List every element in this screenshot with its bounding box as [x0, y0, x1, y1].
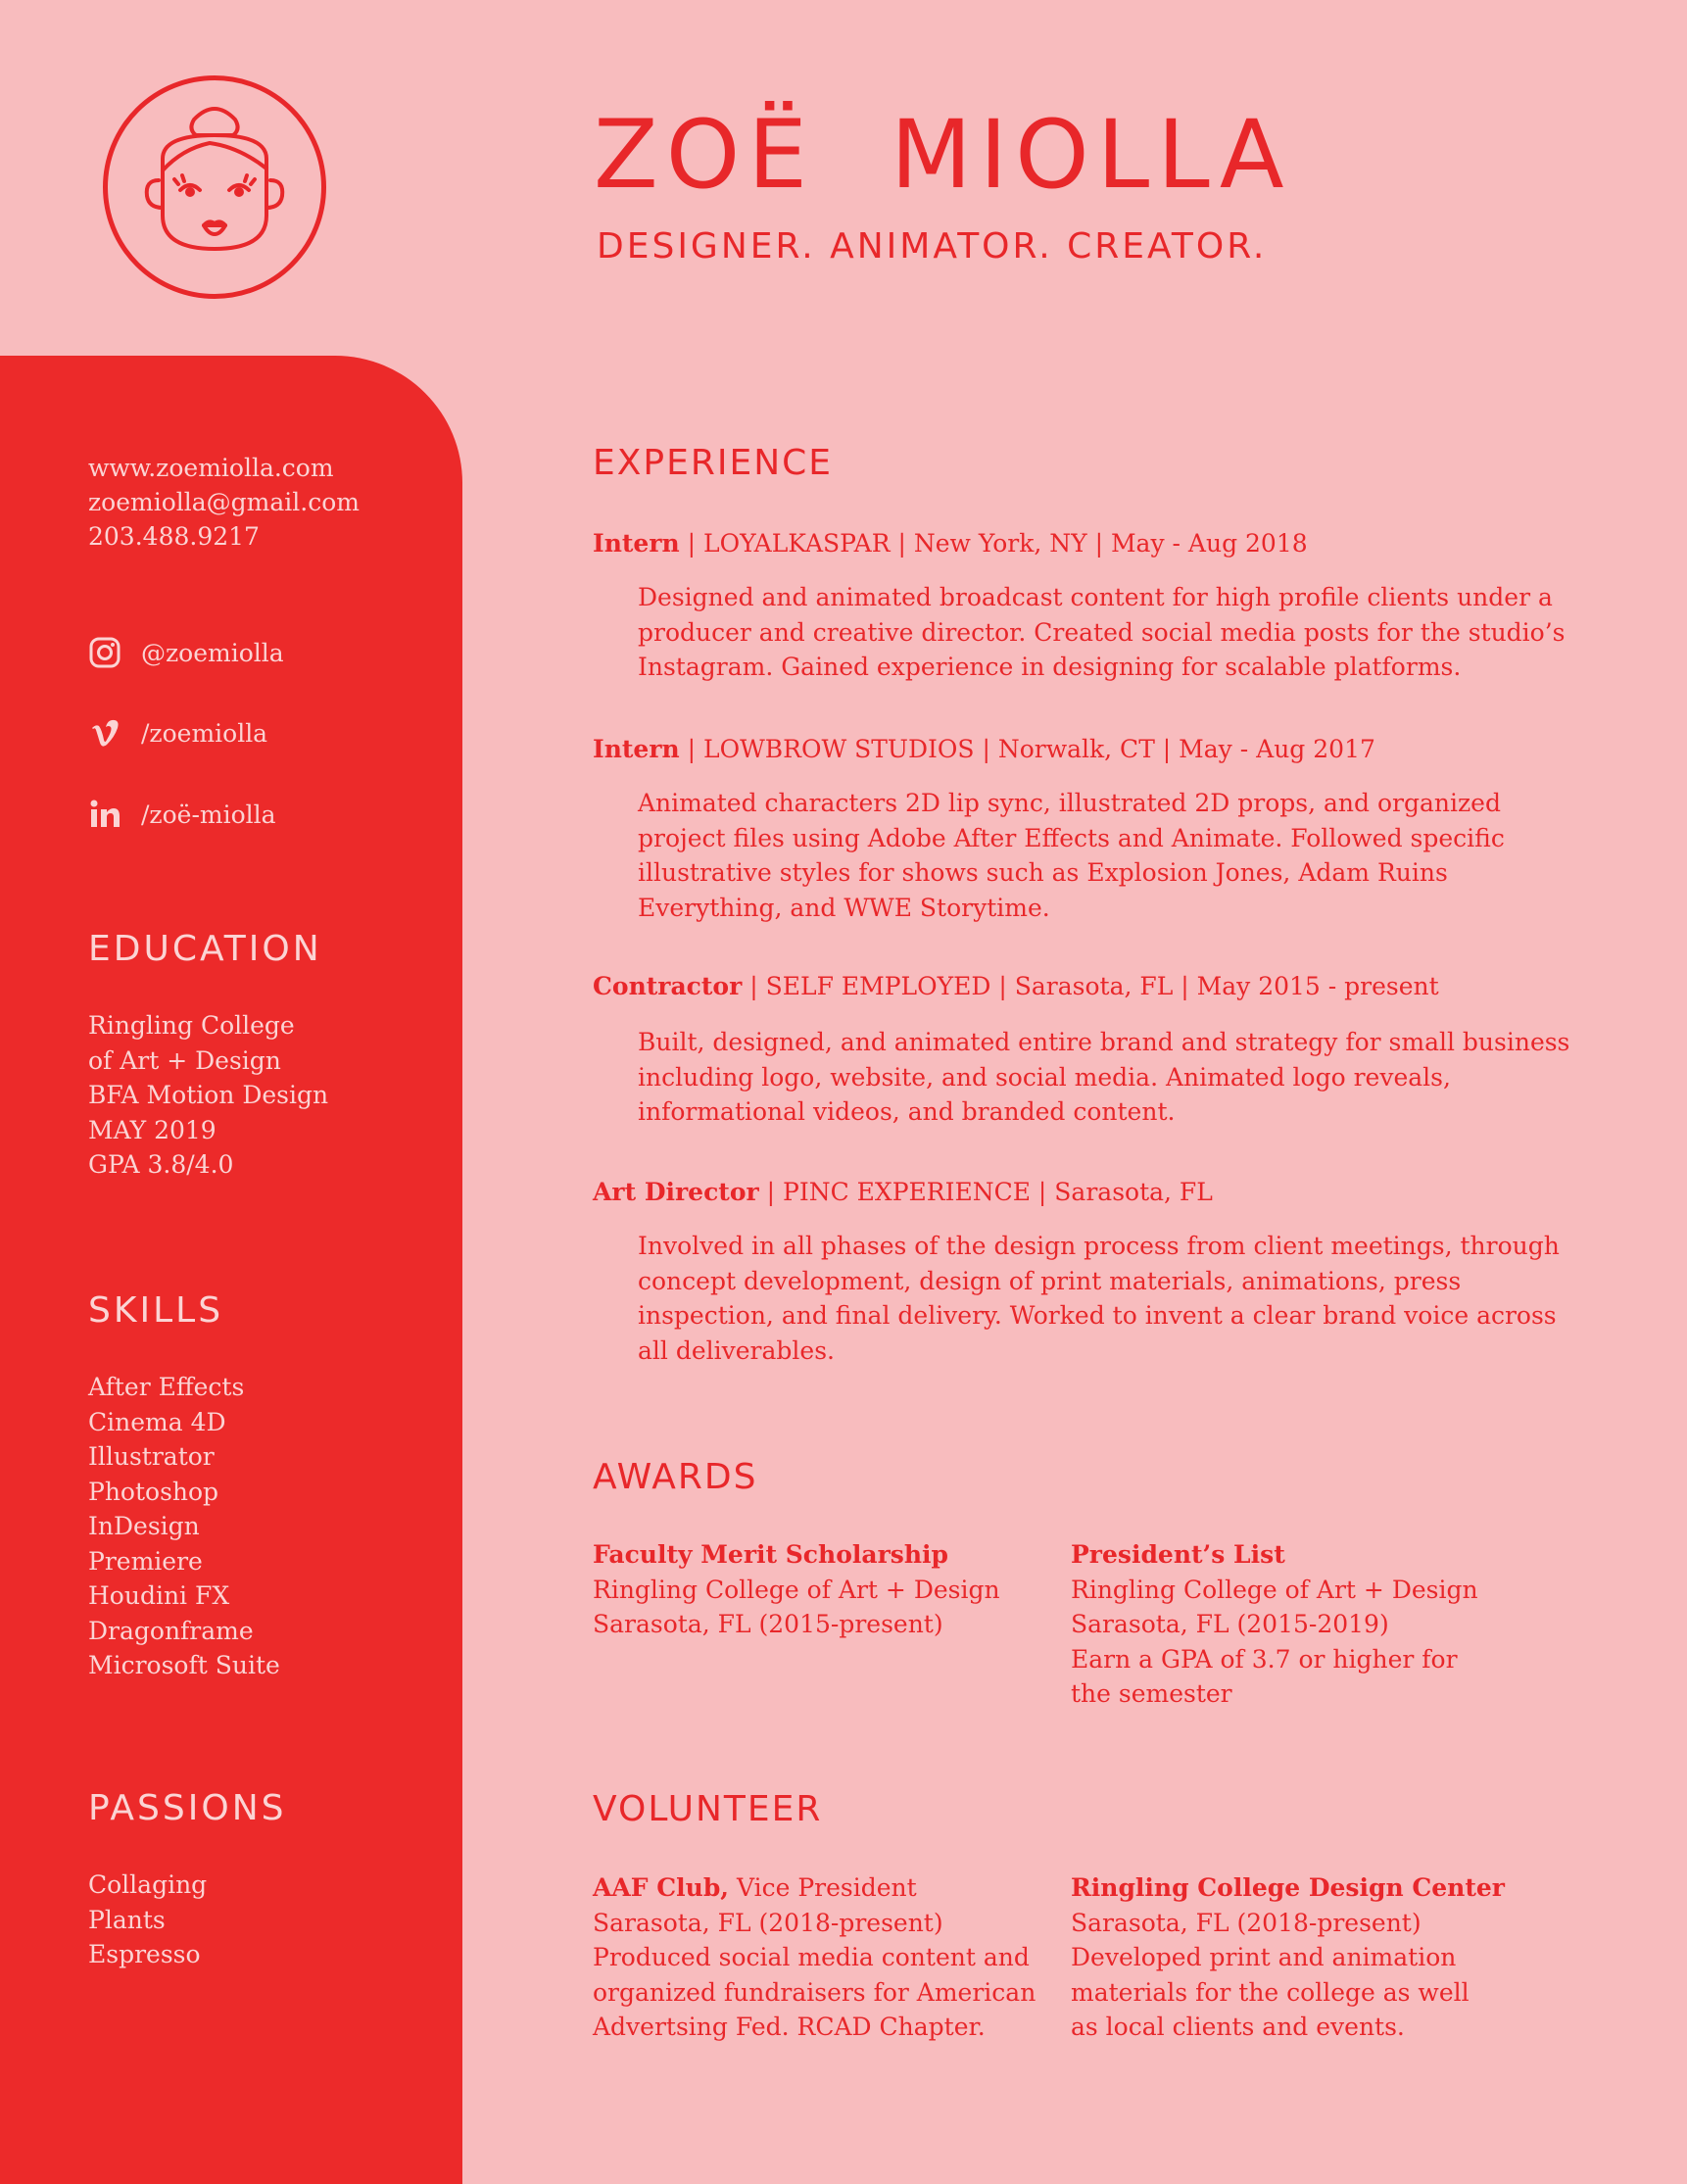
skill-item: Photoshop: [88, 1477, 219, 1506]
job-description: Animated characters 2D lip sync, illustrated 2D props, and organized project files using Adobe After Effects and Animate. Followed specific illustrative styles for shows such as Explosion Jones, Adam Ruins Everything, and WWE Storytime.: [638, 789, 1505, 922]
volunteer-heading: VOLUNTEER: [593, 1789, 823, 1829]
volunteer-line: Sarasota, FL (2018-present): [1071, 1908, 1422, 1937]
experience-heading: EXPERIENCE: [593, 443, 834, 483]
passion-item: Plants: [88, 1905, 166, 1934]
email-link[interactable]: zoemiolla@gmail.com: [88, 488, 360, 516]
education-line: GPA 3.8/4.0: [88, 1150, 234, 1179]
volunteer-line: Developed print and animation: [1071, 1943, 1457, 1971]
award-title: Faculty Merit Scholarship: [593, 1540, 948, 1569]
award-line: the semester: [1071, 1679, 1232, 1708]
volunteer-item: [593, 1870, 1053, 2045]
volunteer-line: as local clients and events.: [1071, 2013, 1405, 2041]
candidate-name: ZOË MIOLLA: [594, 100, 1292, 210]
volunteer-line: organized fundraisers for American: [593, 1977, 1036, 2007]
skill-item: Dragonframe: [88, 1616, 254, 1645]
job-details: | SELF EMPLOYED | Sarasota, FL | May 2015 - present: [742, 972, 1439, 1000]
contact-info: [88, 451, 360, 554]
education-line: MAY 2019: [88, 1115, 217, 1144]
volunteer-line: Sarasota, FL (2018-present): [593, 1908, 943, 1937]
volunteer-role: Vice President: [729, 1873, 917, 1902]
skill-item: Cinema 4D: [88, 1407, 226, 1436]
job-title: [593, 1180, 1213, 1204]
avatar: [103, 75, 326, 299]
volunteer-title: Ringling College Design Center: [1071, 1873, 1505, 1902]
job-title: [593, 737, 1375, 761]
sidebar: [0, 356, 462, 2184]
volunteer-line: Produced social media content and: [593, 1943, 1030, 1971]
education-line: of Art + Design: [88, 1045, 281, 1075]
job-role: Contractor: [593, 972, 743, 1000]
passions-list: [88, 1868, 207, 1972]
instagram-icon: [88, 636, 121, 669]
job-role: Intern: [593, 735, 680, 763]
skill-item: Microsoft Suite: [88, 1651, 280, 1679]
instagram-handle: @zoemiolla: [141, 638, 284, 667]
passion-item: Collaging: [88, 1870, 208, 1899]
job-details: | PINC EXPERIENCE | Sarasota, FL: [758, 1178, 1213, 1206]
award-line: Sarasota, FL (2015-present): [593, 1610, 943, 1638]
job-role: Art Director: [593, 1178, 759, 1206]
phone-number: 203.488.9217: [88, 522, 260, 551]
linkedin-icon: [88, 798, 121, 831]
volunteer-item: [1071, 1870, 1531, 2045]
skill-item: Illustrator: [88, 1442, 215, 1471]
skill-item: After Effects: [88, 1373, 245, 1401]
skill-item: InDesign: [88, 1512, 200, 1540]
award-item: [593, 1537, 1053, 1642]
job-description: Involved in all phases of the design process from client meetings, through concept development, design of print materials, animations, press inspection, and final delivery. Worked to invent a clear brand voice across all deliverables.: [638, 1232, 1560, 1365]
vimeo-icon: [88, 716, 121, 750]
job-details: | LOWBROW STUDIOS | Norwalk, CT | May - Aug 2017: [679, 735, 1375, 763]
award-title: President’s List: [1071, 1540, 1285, 1569]
award-line: Sarasota, FL (2015-2019): [1071, 1610, 1389, 1638]
volunteer-line: Advertsing Fed. RCAD Chapter.: [593, 2013, 986, 2041]
job-description: Built, designed, and animated entire brand and strategy for small business including logo, website, and social media. Animated logo reveals, informational videos, and branded content.: [638, 1028, 1570, 1126]
avatar-face-icon: [108, 80, 321, 294]
passions-heading: PASSIONS: [88, 1788, 287, 1828]
education-line: BFA Motion Design: [88, 1081, 329, 1109]
linkedin-handle: /zoë-miolla: [141, 800, 276, 829]
passion-item: Espresso: [88, 1940, 201, 1968]
social-instagram[interactable]: [88, 636, 284, 669]
skill-item: Premiere: [88, 1546, 203, 1576]
award-line: Ringling College of Art + Design: [1071, 1575, 1478, 1604]
social-linkedin[interactable]: [88, 798, 276, 831]
vimeo-handle: /zoemiolla: [141, 718, 268, 748]
job-title: [593, 531, 1308, 556]
skills-heading: SKILLS: [88, 1290, 224, 1331]
volunteer-line: materials for the college as well: [1071, 1977, 1470, 2007]
award-item: [1071, 1537, 1531, 1712]
education-list: [88, 1008, 328, 1183]
job-title: [593, 974, 1439, 998]
social-vimeo[interactable]: [88, 716, 267, 750]
award-line: Ringling College of Art + Design: [593, 1575, 1000, 1604]
education-line: Ringling College: [88, 1011, 295, 1040]
skills-list: [88, 1370, 280, 1683]
skill-item: Houdini FX: [88, 1581, 230, 1610]
award-line: Earn a GPA of 3.7 or higher for: [1071, 1644, 1458, 1674]
tagline: DESIGNER. ANIMATOR. CREATOR.: [597, 226, 1268, 267]
awards-heading: AWARDS: [593, 1457, 758, 1497]
job-role: Intern: [593, 529, 680, 558]
job-details: | LOYALKASPAR | New York, NY | May - Aug 2018: [679, 529, 1308, 558]
education-heading: EDUCATION: [88, 929, 322, 969]
volunteer-title: AAF Club,: [593, 1873, 730, 1902]
website-link[interactable]: www.zoemiolla.com: [88, 454, 334, 482]
job-description: Designed and animated broadcast content for high profile clients under a producer and creative director. Created social media posts for the studio’s Instagram. Gained experience in designing for scalable platforms.: [638, 583, 1566, 681]
